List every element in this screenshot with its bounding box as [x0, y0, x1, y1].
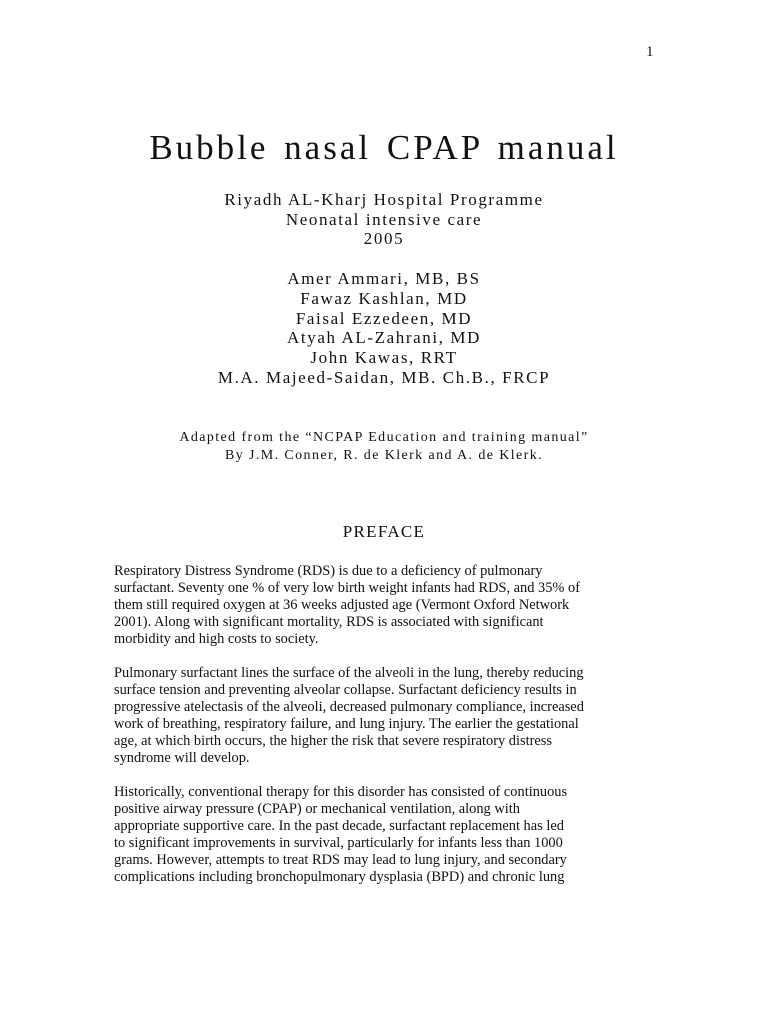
paragraph: [114, 665, 659, 767]
document-title: Bubble nasal CPAP manual: [149, 128, 619, 167]
programme-name: Riyadh AL-Kharj Hospital Programme: [224, 190, 544, 209]
publication-year: 2005: [363, 229, 405, 248]
text-line: to significant improvements in survival, particularly for infants less than 1000: [114, 835, 563, 851]
text-line: surface tension and preventing alveolar collapse. Surfactant deficiency results in: [114, 682, 577, 698]
text-line: work of breathing, respiratory failure, and lung injury. The earlier the gestational: [114, 716, 579, 732]
text-line: age, at which birth occurs, the higher the risk that severe respiratory distress: [114, 733, 552, 749]
paragraph: [114, 563, 659, 648]
text-line: surfactant. Seventy one % of very low birth weight infants had RDS, and 35% of: [114, 580, 580, 596]
authors-block: [0, 269, 768, 388]
text-line: Historically, conventional therapy for this disorder has consisted of continuous: [114, 784, 568, 800]
page-number: 1: [646, 44, 654, 60]
text-line: Pulmonary surfactant lines the surface of the alveoli in the lung, thereby reducing: [114, 665, 584, 681]
subtitle-block: [0, 190, 768, 249]
author-name: Faisal Ezzedeen, MD: [295, 308, 473, 328]
text-line: positive airway pressure (CPAP) or mechanical ventilation, along with: [114, 801, 520, 817]
department-name: Neonatal intensive care: [285, 209, 483, 229]
text-line: syndrome will develop.: [114, 750, 250, 766]
text-line: complications including bronchopulmonary dysplasia (BPD) and chronic lung: [114, 869, 565, 885]
author-name: M.A. Majeed-Saidan, MB. Ch.B., FRCP: [217, 367, 551, 387]
author-name: Fawaz Kashlan, MD: [300, 288, 468, 308]
author-name: Atyah AL-Zahrani, MD: [287, 328, 481, 348]
text-line: grams. However, attempts to treat RDS may lead to lung injury, and secondary: [114, 852, 567, 868]
preface-heading: PREFACE: [342, 522, 426, 541]
paragraph: [114, 784, 659, 886]
adapted-authors: By J.M. Conner, R. de Klerk and A. de Klerk.: [224, 448, 544, 463]
text-line: morbidity and high costs to society.: [114, 631, 319, 647]
text-line: Respiratory Distress Syndrome (RDS) is due to a deficiency of pulmonary: [114, 563, 543, 579]
adapted-from-note: [0, 429, 768, 465]
adapted-source: Adapted from the “NCPAP Education and training manual”: [179, 430, 589, 445]
preface-body: [114, 563, 659, 903]
author-name: John Kawas, RRT: [310, 348, 458, 368]
text-line: 2001). Along with significant mortality, RDS is associated with significant: [114, 614, 544, 630]
text-line: progressive atelectasis of the alveoli, decreased pulmonary compliance, increased: [114, 699, 584, 715]
author-name: Amer Ammari, MB, BS: [287, 269, 481, 288]
text-line: appropriate supportive care. In the past decade, surfactant replacement has led: [114, 818, 564, 834]
text-line: them still required oxygen at 36 weeks adjusted age (Vermont Oxford Network: [114, 597, 570, 613]
